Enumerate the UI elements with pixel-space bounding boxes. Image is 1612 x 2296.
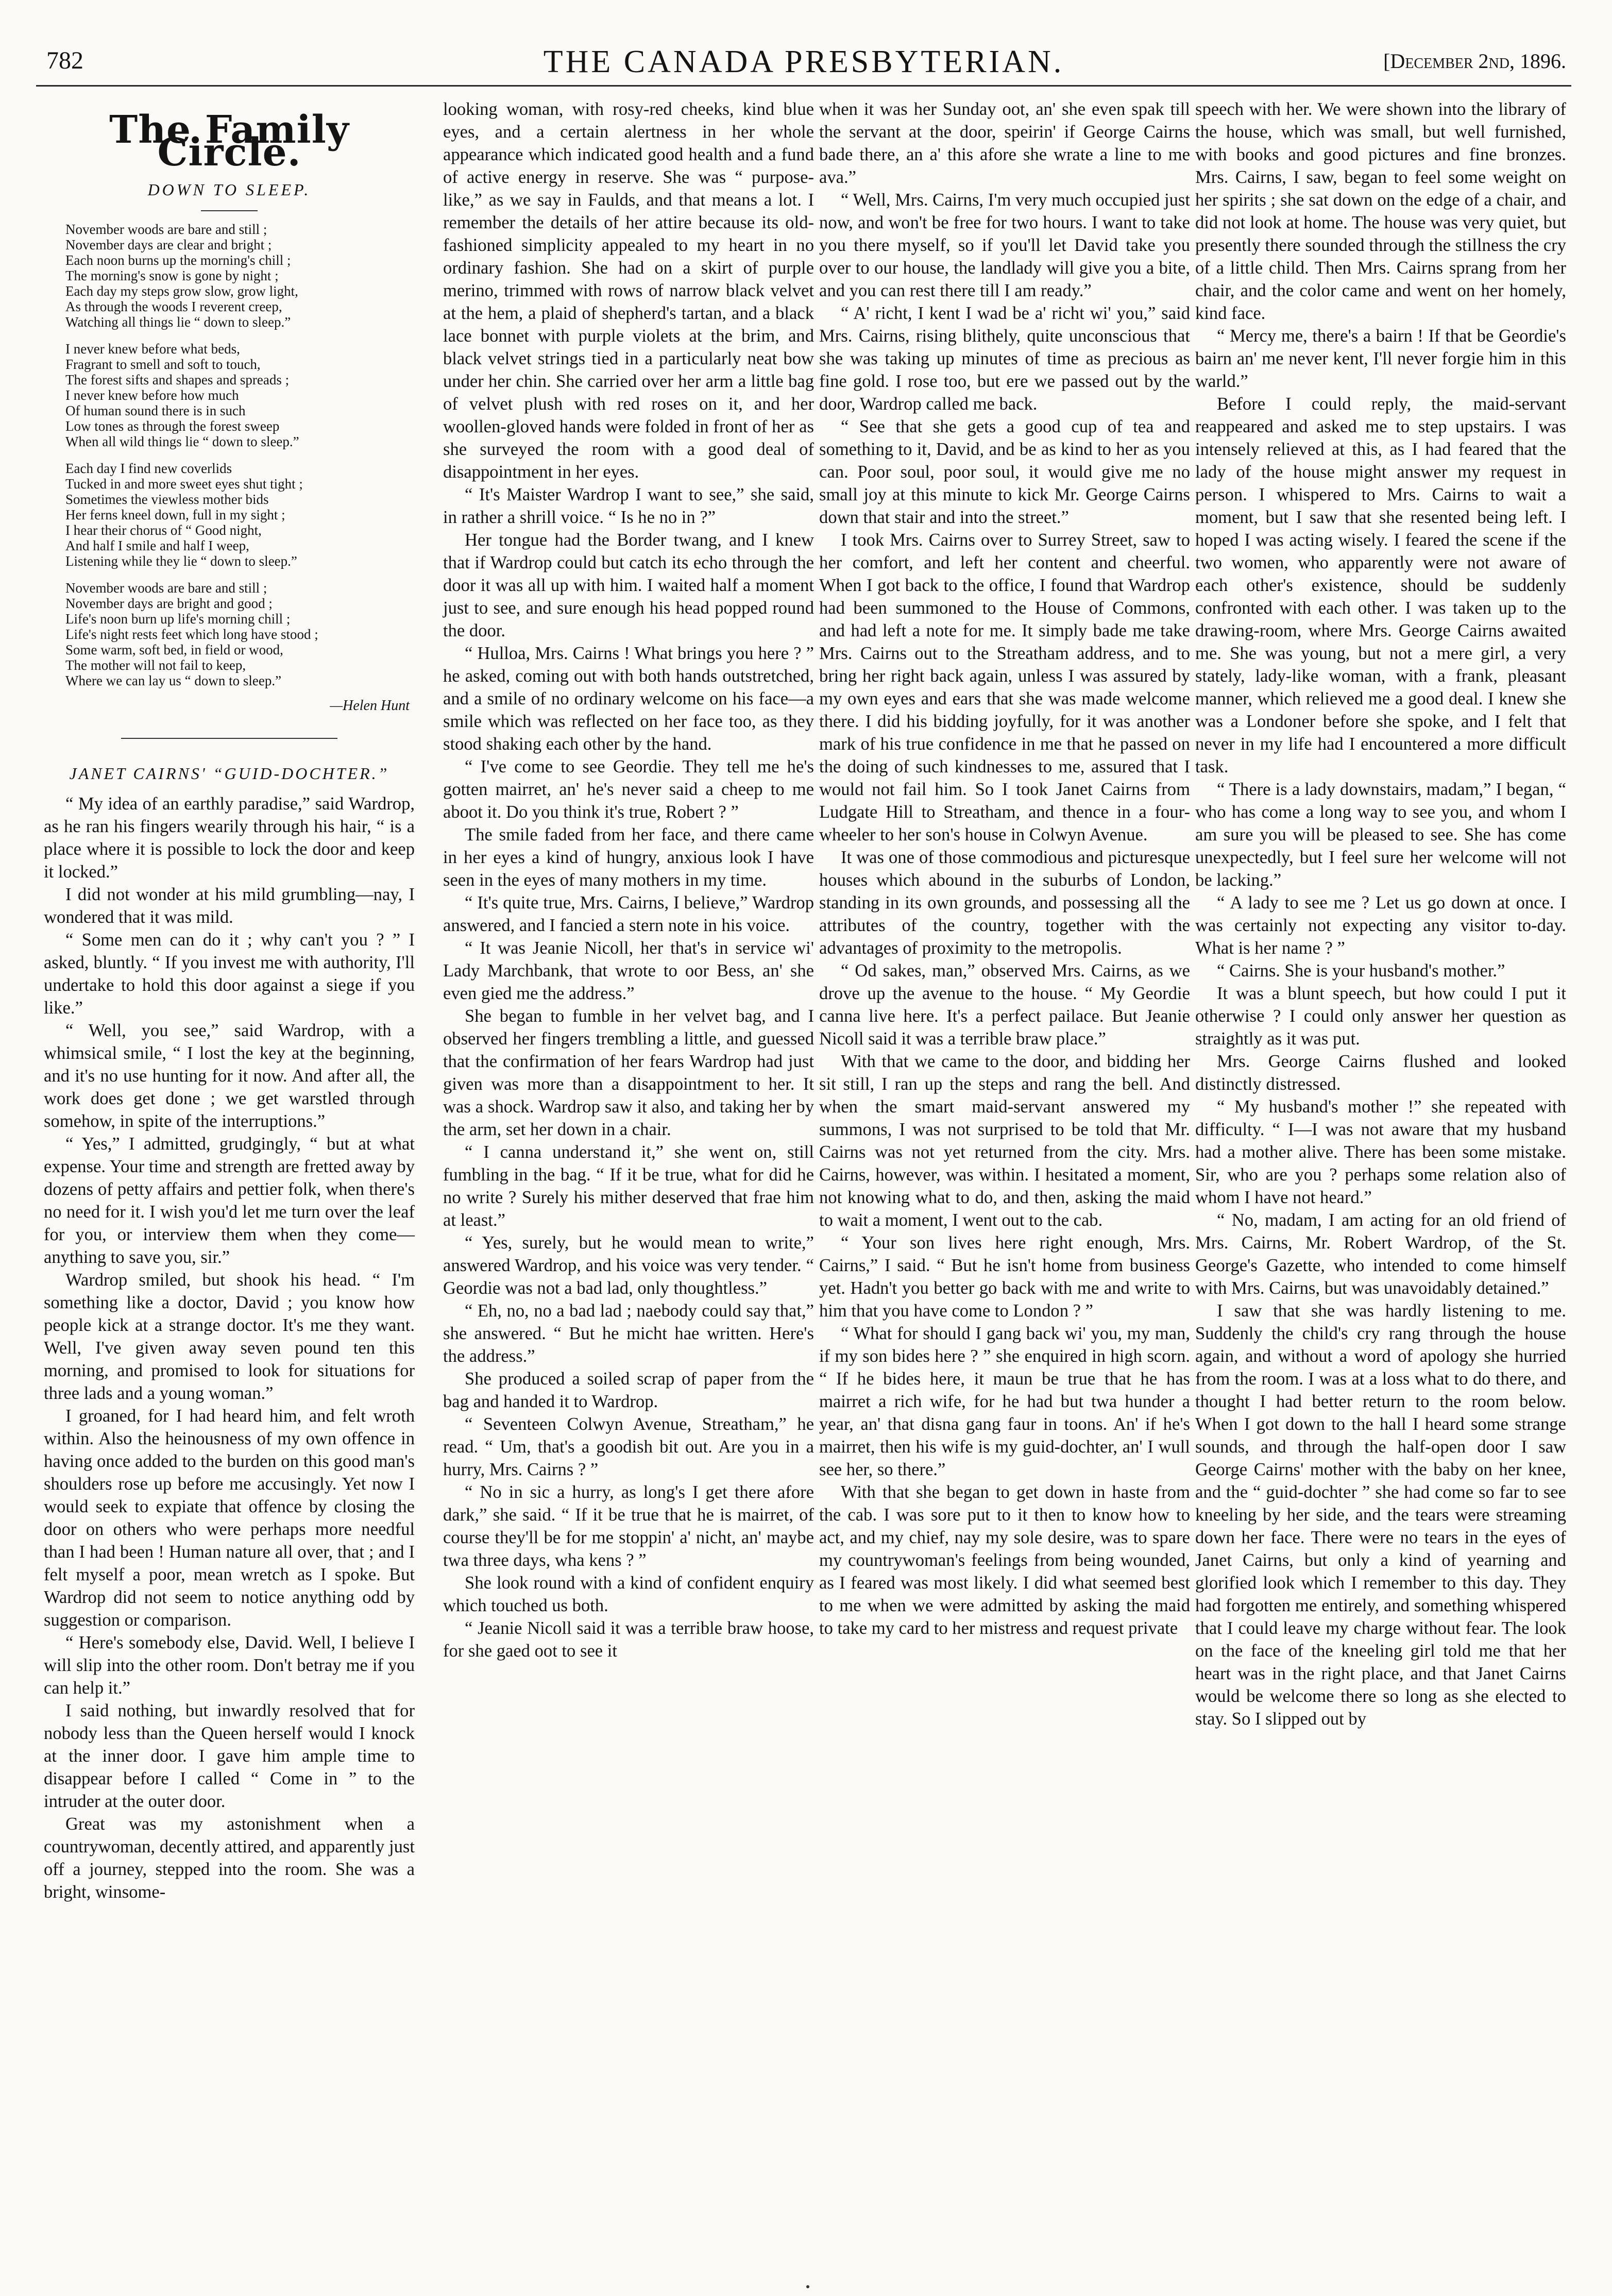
- column-1: [44, 100, 415, 1903]
- story-paragraph: It was a blunt speech, but how could I put it otherwise ? I could only answer her question as straightly as it was put.: [1195, 984, 1566, 1049]
- poem-line: November woods are bare and still ;: [65, 580, 267, 596]
- story-paragraph: I did not wonder at his mild grumbling—nay, I wondered that it was mild.: [44, 885, 415, 927]
- poem-stanza: [44, 341, 415, 449]
- poem-line: Tucked in and more sweet eyes shut tight ;: [65, 476, 303, 492]
- story-paragraph: Great was my astonishment when a countrywoman, decently attired, and apparently just off a journey, stepped into the room. She was a bright, winsome-: [44, 1814, 415, 1902]
- story-paragraph: Wardrop smiled, but shook his head. “ I'm something like a doctor, David ; you know how people kick at a strange doctor. It's me they want. Well, I've given away seven pound ten this morning, and promised to look for situations for three lads and a young woman.”: [44, 1270, 415, 1403]
- poem-line: The forest sifts and shapes and spreads ;: [65, 372, 290, 387]
- poem-line: Life's night rests feet which long have stood ;: [65, 627, 318, 642]
- page-header: [36, 44, 1571, 90]
- poem-line: When all wild things lie “ down to sleep.”: [65, 434, 299, 449]
- poem-line: Watching all things lie “ down to sleep.”: [65, 314, 291, 330]
- poem-line: Her ferns kneel down, full in my sight ;: [65, 507, 285, 522]
- story-paragraph: “ Well, Mrs. Cairns, I'm very much occupied just now, and won't be free for two hours. I want to take you there myself, so if you'll let David take you over to our house, the landlady will give you a bite, and you can rest there till I am ready.”: [819, 190, 1190, 300]
- story-paragraph: “ What for should I gang back wi' you, my man, if my son bides here ? ” she enquired in high scorn. “ If he bides here, it maun be true that he has mairret a rich wife, for he had but twa hunder a year, an' that disna gang faur in toons. An' if he's mairret, then his wife is my guid-dochter, an' I wull see her, so there.”: [819, 1324, 1190, 1479]
- story-paragraph: “ My husband's mother !” she repeated with difficulty. “ I—I was not aware that my husband had a mother alive. There has been some mistake. Sir, who are you ? perhaps some relation also of whom I have not heard.”: [1195, 1097, 1566, 1207]
- story-paragraph: “ Seventeen Colwyn Avenue, Streatham,” he read. “ Um, that's a goodish bit out. Are you in a hurry, Mrs. Cairns ? ”: [443, 1414, 814, 1479]
- poem-line: Each noon burns up the morning's chill ;: [65, 252, 291, 268]
- story-paragraph: I groaned, for I had heard him, and felt wroth within. Also the heinousness of my own offence in having once added to the burden on this good man's shoulders rose up before me accusingly. Yet now I would seek to expiate that offence by closing the door on others who were perhaps more needful than I had been ! Human nature all over, that ; and I felt myself a poor, mean wretch as I spoke. But Wardrop did not seem to notice anything odd by suggestion or comparison.: [44, 1406, 415, 1630]
- column-4: [1195, 98, 1566, 1730]
- issue-date: [December 2nd, 1896.: [1383, 49, 1566, 73]
- poem-line: And half I smile and half I weep,: [65, 538, 249, 553]
- poem-line: November days are bright and good ;: [65, 596, 273, 611]
- story-paragraph: “ Some men can do it ; why can't you ? ” I asked, bluntly. “ If you invest me with authority, I'll undertake to hold this door against a siege if you like.”: [44, 930, 415, 1018]
- story-paragraph: “ It was Jeanie Nicoll, her that's in service wi' Lady Marchbank, that wrote to oor Bess, an' she even gied me the address.”: [443, 938, 814, 1003]
- story-paragraph: “ See that she gets a good cup of tea and something to it, David, and be as kind to her as you can. Poor soul, poor soul, it would give me no small joy at this minute to kick Mr. George Cairns down that stair and into the street.”: [819, 417, 1190, 527]
- story-paragraph: “ Jeanie Nicoll said it was a terrible braw hoose, for she gaed oot to see it: [443, 1618, 814, 1661]
- poem-line: Listening while they lie “ down to sleep.”: [65, 553, 297, 569]
- masthead: THE CANADA PRESBYTERIAN.: [543, 44, 1064, 79]
- section-divider: [121, 738, 337, 739]
- poem-line: Life's noon burn up life's morning chill ;: [65, 611, 291, 627]
- story-paragraph: With that we came to the door, and bidding her sit still, I ran up the steps and rang the bell. And when the smart maid-servant answered my summons, I was not surprised to be told that Mr. Cairns was not yet returned from the city. Mrs. Cairns, however, was within. I hesitated a moment, not knowing what to do, and then, asking the maid to wait a moment, I went out to the cab.: [819, 1052, 1190, 1230]
- poem-line: I never knew before what beds,: [65, 341, 240, 357]
- story-paragraph: Her tongue had the Border twang, and I knew that if Wardrop could but catch its echo through the door it was all up with him. I waited half a moment just to see, and sure enough his head popped round the door.: [443, 530, 814, 640]
- column-2: [443, 98, 814, 1662]
- story-paragraph: I saw that she was hardly listening to me. Suddenly the child's cry rang through the house again, and without a word of apology she hurried from the room. I was at a loss what to do there, and thought I had better return to the room below. When I got down to the hall I heard some strange sounds, and through the half-open door I saw George Cairns' mother with the baby on her knee, and the “ guid-dochter ” she had come so far to see kneeling by her side, and the tears were streaming down her face. There were no tears in the eyes of Janet Cairns, but only a kind of yearning and glorified look which I remember to this day. They had forgotten me entirely, and something whispered that I could leave my charge without fear. The look on the face of the kneeling girl told me that her heart was in the right place, and that Janet Cairns would be welcome there so long as she elected to stay. So I slipped out by: [1195, 1301, 1566, 1729]
- poem-line: Sometimes the viewless mother bids: [65, 492, 269, 507]
- story-title: JANET CAIRNS' “GUID-DOCHTER.”: [69, 764, 389, 783]
- story-paragraph: “ A lady to see me ? Let us go down at once. I was certainly not expecting any visitor to-day. What is her name ? ”: [1195, 893, 1566, 958]
- story-paragraph: “ Hulloa, Mrs. Cairns ! What brings you here ? ” he asked, coming out with both hands outstretched, and a smile of no ordinary welcome on his face—a smile which was reflected on her face too, as they stood shaking each other by the hand.: [443, 644, 814, 754]
- poem-line: Some warm, soft bed, in field or wood,: [65, 642, 283, 657]
- story-paragraph: “ A' richt, I kent I wad be a' richt wi' you,” said Mrs. Cairns, rising blithely, quite unconscious that she was taking up minutes of time as precious as fine gold. I rose too, but ere we passed out by the door, Wardrop called me back.: [819, 303, 1190, 414]
- poem-author: —Helen Hunt: [330, 698, 410, 714]
- story-paragraph: “ I've come to see Geordie. They tell me he's gotten mairret, an' he's never said a cheep to me aboot it. Do you think it's true, Robert ? ”: [443, 757, 814, 822]
- story-text-column-4: [1195, 98, 1566, 1730]
- story-paragraph: It was one of those commodious and picturesque houses which abound in the suburbs of London, standing in its own grounds, and possessing all the attributes of the country, together with the advantages of proximity to the metropolis.: [819, 848, 1190, 958]
- story-paragraph: “ No, madam, I am acting for an old friend of Mrs. Cairns, Mr. Robert Wardrop, of the St. George's Gazette, who intended to come himself with Mrs. Cairns, but was unavoidably detained.”: [1195, 1210, 1566, 1298]
- page-number: 782: [46, 47, 83, 74]
- poem-stanza: [44, 222, 415, 330]
- poem-line: Each day I find new coverlids: [65, 461, 232, 476]
- story-text-column-1: [44, 792, 415, 1903]
- story-paragraph: “ Well, you see,” said Wardrop, with a whimsical smile, “ I lost the key at the beginning, and it's no use hunting for it now. And after all, the work does get done ; we get warstled through somehow, in spite of the interruptions.”: [44, 1021, 415, 1131]
- story-paragraph: “ My idea of an earthly paradise,” said Wardrop, as he ran his fingers wearily through his hair, “ is a place where it is possible to lock the door and keep it locked.”: [44, 794, 415, 882]
- story-paragraph: I took Mrs. Cairns over to Surrey Street, saw to her comfort, and left her content and cheerful. When I got back to the office, I found that Wardrop had been summoned to the House of Commons, and had left a note for me. It simply bade me take Mrs. Cairns out to the Streatham address, and to bring her right back again, unless I was assured by my own eyes and ears that she was made welcome there. I did his bidding joyfully, for it was another mark of his true confidence in me that he passed on the doing of such kindnesses to me, assured that I would not fail him. So I took Janet Cairns from Ludgate Hill to Streatham, and thence in a four-wheeler to her son's house in Colwyn Avenue.: [819, 530, 1190, 845]
- story-paragraph: looking woman, with rosy-red cheeks, kind blue eyes, and a certain alertness in her whole appearance which indicated good health and a fund of active energy in reserve. She was “ purpose-like,” as we say in Faulds, and that means a lot. I remember the details of her attire because its old-fashioned simplicity appealed to my heart in no ordinary fashion. She had on a skirt of purple merino, trimmed with rows of narrow black velvet at the hem, a plaid of shepherd's tartan, and a black lace bonnet with purple violets at the brim, and black velvet strings tied in a particularly neat bow under her chin. She carried over her arm a little bag of velvet plush with red roses on it, and her woollen-gloved hands were folded in front of her as she surveyed the room with a good deal of disappointment in her eyes.: [443, 99, 814, 482]
- header-rule: [36, 85, 1571, 87]
- story-paragraph: “ No in sic a hurry, as long's I get there afore dark,” she said. “ If it be true that he is mairret, of course they'll be for me stoppin' a' nicht, an' maybe twa three days, wha kens ? ”: [443, 1482, 814, 1570]
- story-paragraph: She look round with a kind of confident enquiry which touched us both.: [443, 1573, 814, 1615]
- story-paragraph: “ Cairns. She is your husband's mother.”: [1217, 961, 1505, 981]
- story-paragraph: “ Your son lives here right enough, Mrs. Cairns,” I said. “ But he isn't home from business yet. Hadn't you better go back with me and write to him that you have come to London ? ”: [819, 1233, 1190, 1321]
- poem-line: As through the woods I reverent creep,: [65, 299, 282, 314]
- poem-line: Each day my steps grow slow, grow light,: [65, 283, 298, 299]
- story-text-column-2: [443, 98, 814, 1662]
- poem-line: The mother will not fail to keep,: [65, 657, 246, 673]
- poem-title: DOWN TO SLEEP.: [147, 180, 311, 199]
- story-paragraph: “ Mercy me, there's a bairn ! If that be Geordie's bairn an' me never kent, I'll never forgie him in this warld.”: [1195, 326, 1566, 391]
- poem-stanza: [44, 461, 415, 569]
- story-paragraph: “ I canna understand it,” she went on, still fumbling in the bag. “ If it be true, what for did he no write ? Surely his mither deserved that frae him at least.”: [443, 1142, 814, 1230]
- story-paragraph: With that she began to get down in haste from the cab. I was sore put to it then to know how to act, and my chief, nay my sole desire, was to spare my countrywoman's feelings from being wounded, as I feared was most likely. I did what seemed best to me when we were admitted by asking the maid to take my card to her mistress and request private: [819, 1482, 1190, 1638]
- column-3: [819, 98, 1190, 1640]
- poem-line: I hear their chorus of “ Good night,: [65, 522, 262, 538]
- story-paragraph: She produced a soiled scrap of paper from the bag and handed it to Wardrop.: [443, 1369, 814, 1411]
- story-text-column-3: [819, 98, 1190, 1640]
- story-paragraph: “ Yes,” I admitted, grudgingly, “ but at what expense. Your time and strength are fretted away by dozens of petty affairs and pettier folk, when there's no need for it. I wish you'd let me turn over the leaf for you, or interview them when they come—anything to save you, sir.”: [44, 1134, 415, 1267]
- poem-line: The morning's snow is gone by night ;: [65, 268, 279, 283]
- story-paragraph: “ Od sakes, man,” observed Mrs. Cairns, as we drove up the avenue to the house. “ My Geordie canna live here. It's a perfect pailace. But Jeanie Nicoll said it was a terrible braw place.”: [819, 961, 1190, 1049]
- poem-line: Low tones as through the forest sweep: [65, 418, 280, 434]
- poem-line: November days are clear and bright ;: [65, 237, 272, 252]
- story-paragraph: “ There is a lady downstairs, madam,” I began, “ who has come a long way to see you, and whom I am sure you will be pleased to see. She has come unexpectedly, but I feel sure her welcome will not be lacking.”: [1195, 780, 1566, 890]
- poem-body: [44, 222, 415, 688]
- poem-line: Of human sound there is in such: [65, 403, 246, 418]
- page-mark: [806, 2285, 809, 2288]
- poem-stanza: [44, 580, 415, 688]
- section-title: The Family Circle.: [109, 108, 349, 175]
- story-paragraph: “ It's Maister Wardrop I want to see,” she said, in rather a shrill voice. “ Is he no in ?”: [443, 485, 814, 527]
- poem-rule: [201, 210, 258, 211]
- story-paragraph: when it was her Sunday oot, an' she even spak till the servant at the door, speirin' if George Cairns bade there, an a' this afore she wrate a line to me ava.”: [819, 99, 1190, 187]
- story-paragraph: “ Here's somebody else, David. Well, I believe I will slip into the other room. Don't betray me if you can help it.”: [44, 1633, 415, 1698]
- poem-line: Fragrant to smell and soft to touch,: [65, 357, 261, 372]
- story-paragraph: “ Eh, no, no a bad lad ; naebody could say that,” she answered. “ But he micht hae written. Here's the address.”: [443, 1301, 814, 1366]
- story-paragraph: She began to fumble in her velvet bag, and I observed her fingers trembling a little, and guessed that the confirmation of her fears Wardrop had just given was more than a disappointment to her. It was a shock. Wardrop saw it also, and taking her by the arm, set her down in a chair.: [443, 1006, 814, 1139]
- story-paragraph: I said nothing, but inwardly resolved that for nobody less than the Queen herself would I knock at the inner door. I gave him ample time to disappear before I called “ Come in ” to the intruder at the outer door.: [44, 1701, 415, 1811]
- story-paragraph: The smile faded from her face, and there came in her eyes a kind of hungry, anxious look I have seen in the eyes of many mothers in my time.: [443, 825, 814, 890]
- story-paragraph: Mrs. George Cairns flushed and looked distinctly distressed.: [1195, 1052, 1566, 1094]
- story-paragraph: “ Yes, surely, but he would mean to write,” answered Wardrop, and his voice was very tender. “ Geordie was not a bad lad, only thoughtless.”: [443, 1233, 814, 1298]
- poem-line: November woods are bare and still ;: [65, 222, 267, 237]
- story-paragraph: “ It's quite true, Mrs. Cairns, I believe,” Wardrop answered, and I fancied a stern note in his voice.: [443, 893, 814, 935]
- poem-line: Where we can lay us “ down to sleep.”: [65, 673, 282, 688]
- poem-line: I never knew before how much: [65, 387, 239, 403]
- story-paragraph: speech with her. We were shown into the library of the house, which was small, but well furnished, with books and good pictures and fine bronzes. Mrs. Cairns, I saw, began to feel some weight on her spirits ; she sat down on the edge of a chair, and did not look at home. The house was very quiet, but presently there sounded through the stillness the cry of a little child. Then Mrs. Cairns sprang from her chair, and the color came and went on her homely, kind face.: [1195, 99, 1566, 323]
- story-paragraph: Before I could reply, the maid-servant reappeared and asked me to step upstairs. I was intensely relieved at this, as I had feared that the lady of the house might answer my request in person. I whispered to Mrs. Cairns to wait a moment, but I saw that she resented being left. I hoped I was acting wisely. I feared the scene if the two women, who apparently were not aware of each other's existence, should be suddenly confronted with each other. I was taken up to the drawing-room, where Mrs. George Cairns awaited me. She was young, but not a mere girl, a very stately, lady-like woman, with a frank, pleasant manner, which relieved me a good deal. I knew she was a Londoner before she spoke, and I felt that never in my life had I encountered a more difficult task.: [1195, 394, 1566, 776]
